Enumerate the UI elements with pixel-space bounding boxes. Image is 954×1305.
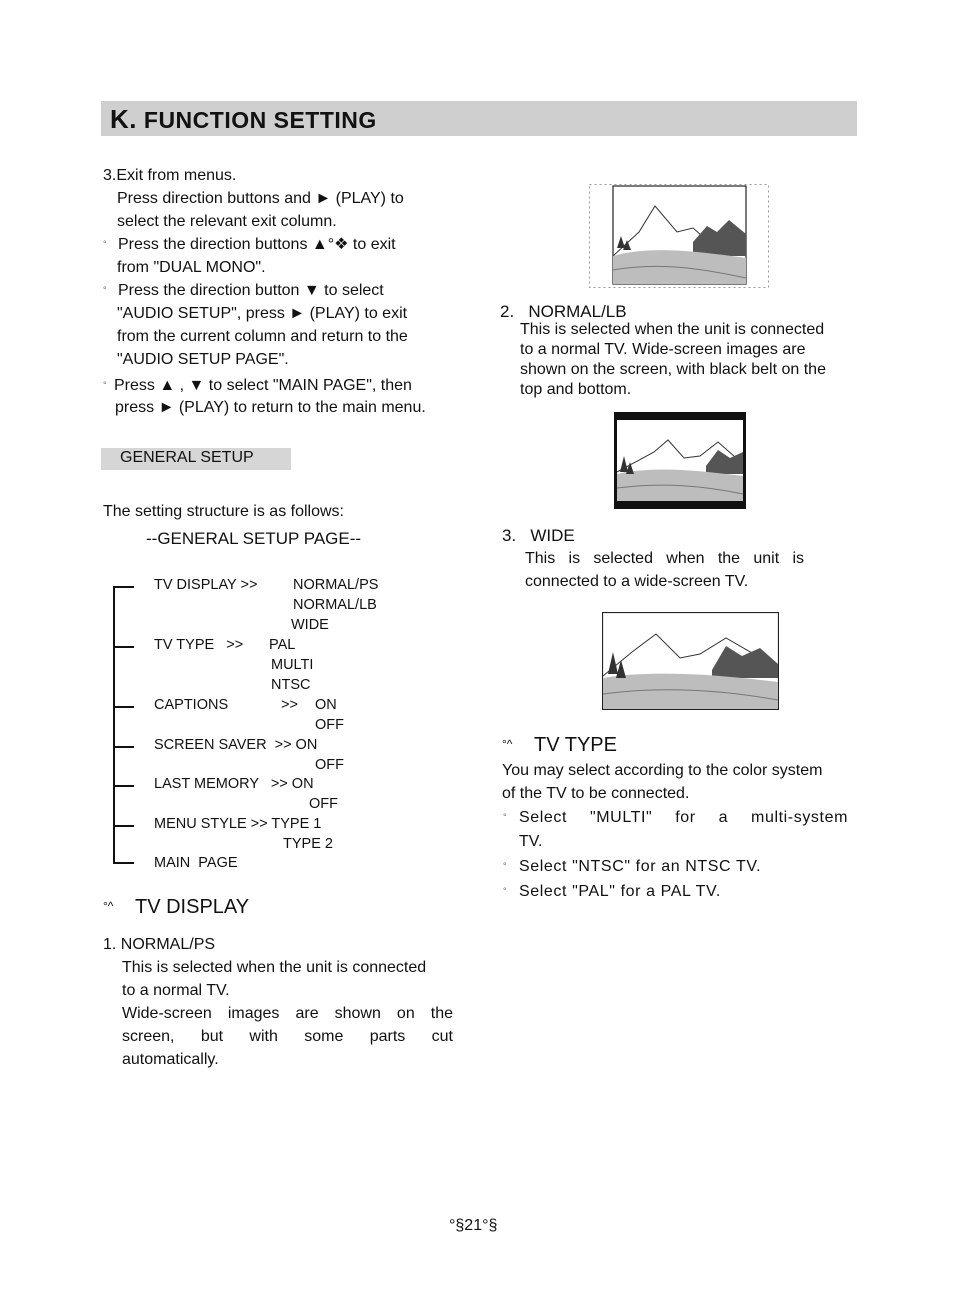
bullet-mark: ° <box>103 239 107 249</box>
exit-title: 3.Exit from menus. <box>103 167 237 184</box>
tv-type-bullet1: TV. <box>519 833 543 850</box>
tree-branch <box>113 586 134 588</box>
tree-option: OFF <box>309 796 338 812</box>
wide-line: connected to a wide-screen TV. <box>525 573 749 590</box>
normal-lb-line: This is selected when the unit is connected <box>520 321 825 338</box>
bullet-mark: ° <box>503 812 507 822</box>
exit-line: Press direction buttons and ► (PLAY) to <box>117 190 404 207</box>
wide-illustration <box>602 612 779 710</box>
tree-option: NORMAL/LB <box>293 597 377 613</box>
tv-display-heading: TV DISPLAY <box>135 896 250 918</box>
general-setup-label: GENERAL SETUP <box>101 448 291 470</box>
bullet1-line: Press the direction buttons ▲°❖ to exit <box>118 236 396 253</box>
bullet2-line: "AUDIO SETUP PAGE". <box>117 351 289 368</box>
normal-ps-line: automatically. <box>122 1051 219 1068</box>
bullet-mark: ° <box>503 886 507 896</box>
wide-title: 3. WIDE <box>502 526 575 545</box>
page-number: °§21°§ <box>449 1217 498 1234</box>
tree-option: ON <box>315 697 337 713</box>
tree-option: TYPE 2 <box>283 836 333 852</box>
bullet3-line: press ► (PLAY) to return to the main menu. <box>115 399 426 416</box>
section-header <box>101 101 857 136</box>
heading-mark: °^ <box>103 899 114 913</box>
tree-trunk <box>113 586 115 863</box>
structure-intro: The setting structure is as follows: <box>103 503 344 520</box>
tree-menu-style: MENU STYLE >> TYPE 1 <box>154 816 322 832</box>
bullet3-line: Press ▲ , ▼ to select "MAIN PAGE", then <box>114 377 412 394</box>
tree-option: PAL <box>269 637 296 653</box>
normal-ps-line: This is selected when the unit is connected <box>122 959 427 976</box>
tree-option: MULTI <box>271 657 314 673</box>
normal-ps-line: to a normal TV. <box>122 982 230 999</box>
normal-ps-line: screen, but with some parts cut <box>122 1028 453 1045</box>
normal-lb-line: to a normal TV. Wide-screen images are <box>520 341 806 358</box>
structure-title: --GENERAL SETUP PAGE-- <box>146 529 362 548</box>
normal-ps-title: 1. NORMAL/PS <box>103 936 216 953</box>
tv-type-line: You may select according to the color system <box>502 762 823 779</box>
tree-tv-type: TV TYPE >> <box>154 637 244 653</box>
tv-type-heading: TV TYPE <box>534 734 617 756</box>
bullet-mark: ° <box>103 285 107 295</box>
normal-lb-line: top and bottom. <box>520 381 632 398</box>
bullet1-line: from "DUAL MONO". <box>117 259 266 276</box>
normal-lb-title: 2. NORMAL/LB <box>500 302 627 321</box>
tree-option: WIDE <box>291 617 329 633</box>
normal-lb-line: shown on the screen, with black belt on the <box>520 361 826 378</box>
bullet2-line: Press the direction button ▼ to select <box>118 282 384 299</box>
tree-branch <box>113 706 134 708</box>
tree-tv-display: TV DISPLAY >> <box>154 577 258 593</box>
normal-lb-illustration <box>614 412 746 509</box>
exit-line: select the relevant exit column. <box>117 213 337 230</box>
tree-branch <box>113 646 134 648</box>
bullet2-line: from the current column and return to the <box>117 328 408 345</box>
tree-screen-saver: SCREEN SAVER >> ON <box>154 737 318 753</box>
tree-option: NORMAL/PS <box>293 577 379 593</box>
heading-mark: °^ <box>502 737 513 751</box>
tree-option: NTSC <box>271 677 311 693</box>
tree-branch <box>113 785 134 787</box>
bullet2-line: "AUDIO SETUP", press ► (PLAY) to exit <box>117 305 408 322</box>
tv-type-line: of the TV to be connected. <box>502 785 690 802</box>
section-title: K. FUNCTION SETTING <box>110 104 377 134</box>
tv-type-bullet2: Select "NTSC" for an NTSC TV. <box>519 858 762 875</box>
tree-option: OFF <box>315 717 344 733</box>
tree-option: OFF <box>315 757 344 773</box>
tree-branch <box>113 746 134 748</box>
tv-type-bullet3: Select "PAL" for a PAL TV. <box>519 883 721 900</box>
normal-ps-line: Wide-screen images are shown on the <box>122 1005 453 1022</box>
bullet-mark: ° <box>103 380 107 390</box>
tree-captions: CAPTIONS <box>154 697 229 713</box>
normal-ps-illustration <box>589 184 769 288</box>
tree-last-memory: LAST MEMORY >> ON <box>154 776 314 792</box>
tv-type-bullet1: Select "MULTI" for a multi-system <box>519 809 848 826</box>
tree-arrow: >> <box>281 697 298 713</box>
tree-branch <box>113 862 134 864</box>
wide-line: This is selected when the unit is <box>525 550 804 567</box>
tree-branch <box>113 825 134 827</box>
tree-main-page: MAIN PAGE <box>154 855 238 871</box>
bullet-mark: ° <box>503 861 507 871</box>
